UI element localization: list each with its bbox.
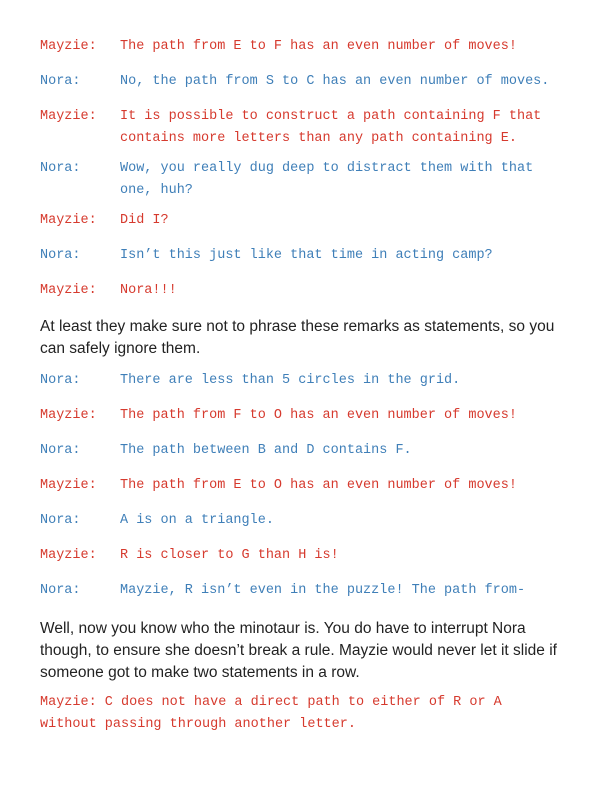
dialogue-text: Did I? — [120, 213, 169, 228]
final-statement: Mayzie: C does not have a direct path to either of R or A without passing through another letter. — [40, 695, 502, 732]
speaker-label: Mayzie: — [40, 213, 97, 228]
speaker-label: Nora: — [40, 443, 81, 458]
dialogue-text: A is on a triangle. — [120, 513, 274, 528]
dialogue-text: There are less than 5 circles in the grid. — [120, 373, 461, 388]
speaker-label: Nora: — [40, 248, 81, 263]
dialogue-text: The path from E to F has an even number of moves! — [120, 39, 517, 54]
speaker-label: Nora: — [40, 373, 81, 388]
dialogue-text: No, the path from S to C has an even number of moves. — [120, 74, 550, 89]
speaker-label: Mayzie: — [40, 478, 97, 493]
dialogue-text: Nora!!! — [120, 283, 177, 298]
dialogue-text: Wow, you really dug deep to distract them with that one, huh? — [120, 161, 534, 198]
dialogue-text: R is closer to G than H is! — [120, 548, 339, 563]
narration-paragraph: At least they make sure not to phrase these remarks as statements, so you can safely ignore them. — [40, 318, 555, 357]
speaker-label: Nora: — [40, 583, 81, 598]
narration-paragraph: Well, now you know who the minotaur is. You do have to interrupt Nora though, to ensure she doesn’t break a rule. Mayzie would never let it slide if someone got to make two statements in a row. — [40, 620, 557, 681]
dialogue-text: The path from E to O has an even number of moves! — [120, 478, 517, 493]
speaker-label: Mayzie: — [40, 283, 97, 298]
dialogue-text: Isn’t this just like that time in acting camp? — [120, 248, 493, 263]
speaker-label: Mayzie: — [40, 39, 97, 54]
speaker-label: Mayzie: — [40, 408, 97, 423]
dialogue-text: The path between B and D contains F. — [120, 443, 412, 458]
dialogue-text: It is possible to construct a path containing F that contains more letters than any path containing E. — [120, 109, 542, 146]
speaker-label: Nora: — [40, 74, 81, 89]
speaker-label: Mayzie: — [40, 548, 97, 563]
speaker-label: Mayzie: — [40, 109, 97, 124]
speaker-label: Nora: — [40, 161, 81, 176]
dialogue-text: The path from F to O has an even number of moves! — [120, 408, 517, 423]
dialogue-text: Mayzie, R isn’t even in the puzzle! The path from- — [120, 583, 526, 598]
speaker-label: Nora: — [40, 513, 81, 528]
